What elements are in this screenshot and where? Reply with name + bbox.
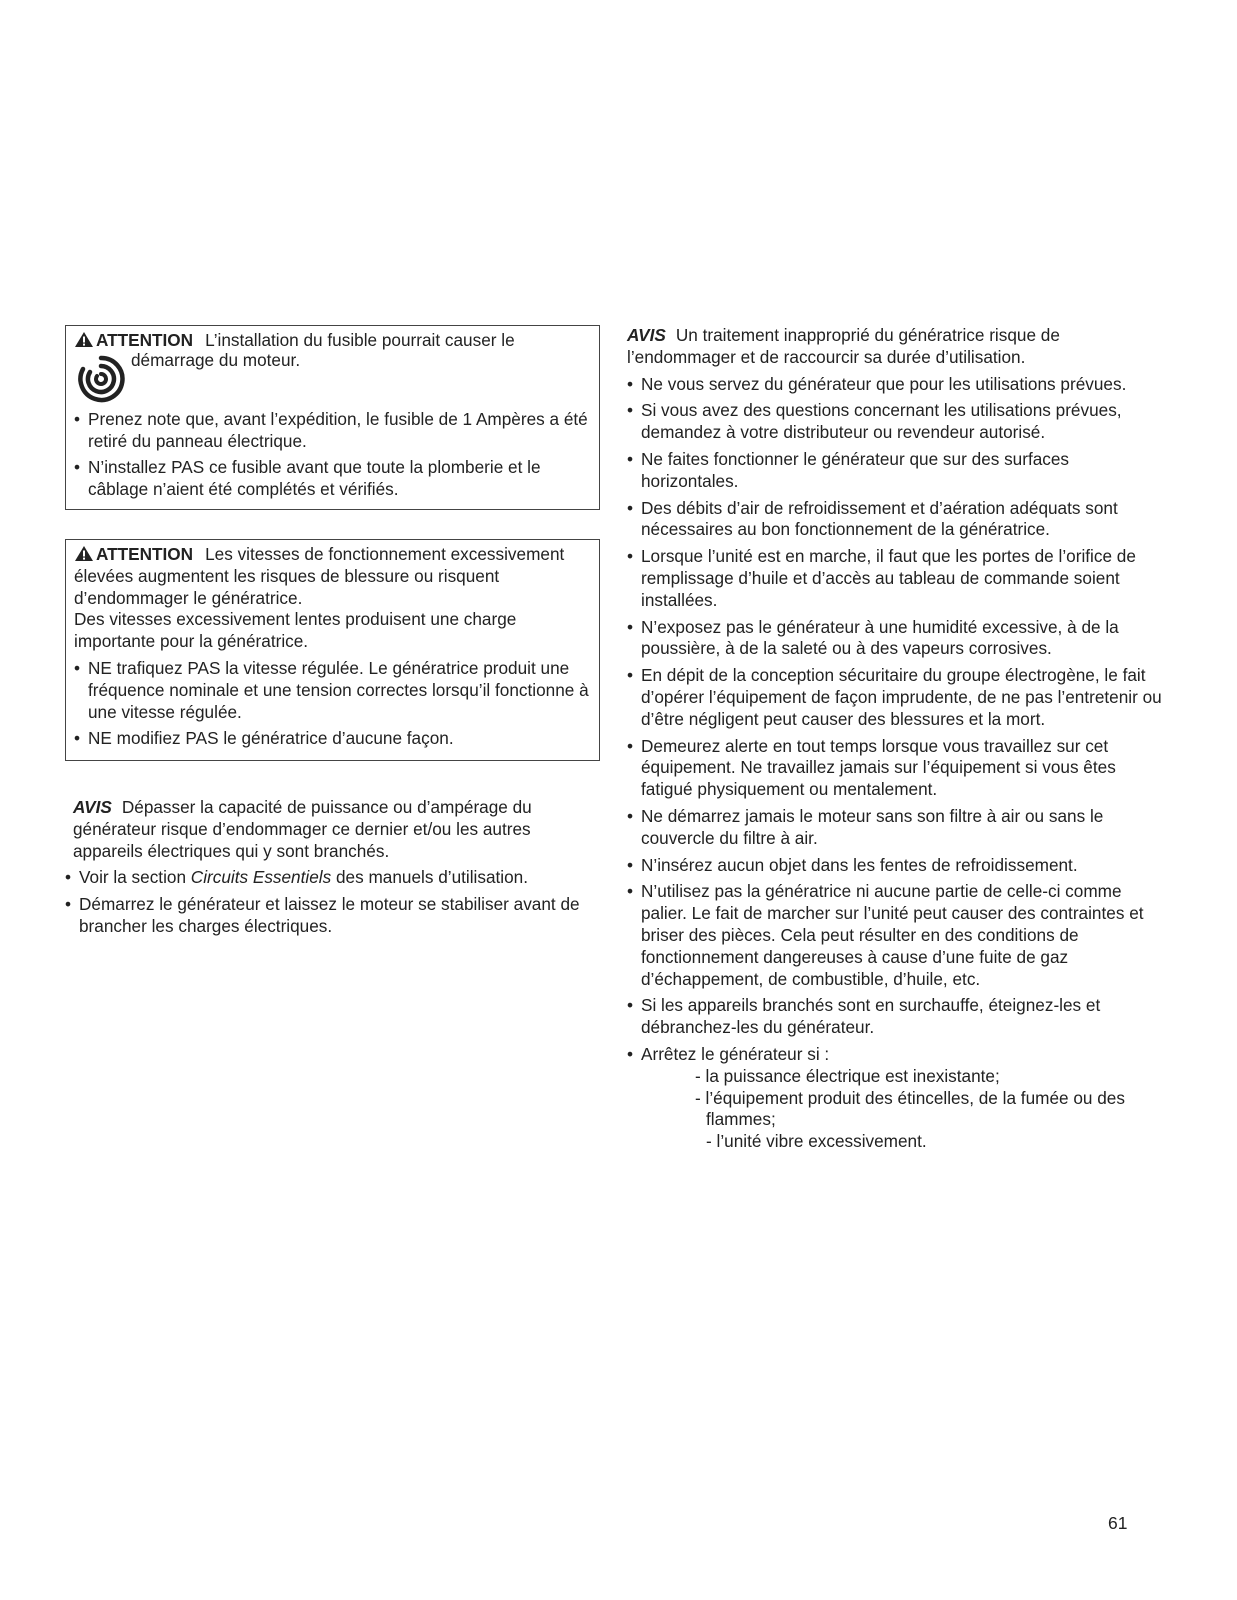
notice-overload — [65, 797, 600, 938]
notice-handling — [627, 325, 1162, 1153]
list-item: • Demeurez alerte en tout temps lorsque vous travaillez sur cet équipement. Ne travaillez jamais sur l’équipement si vous êtes fatigué physiquement ou mentalement. — [627, 736, 1162, 801]
caution-heading — [74, 330, 595, 352]
notice-lead-text: Un traitement inapproprié du génératrice risque de l’endommager et de raccourcir sa durée d’utilisation. — [627, 325, 1060, 367]
list-item: • NE modifiez PAS le génératrice d’aucune façon. — [74, 728, 595, 750]
list-item-stop — [627, 1044, 1162, 1153]
section-reference: Circuits Essentiels — [190, 867, 332, 888]
list-item: • Démarrez le générateur et laissez le moteur se stabiliser avant de brancher les charges électriques. — [65, 894, 600, 938]
list-item: • N’insérez aucun objet dans les fentes de refroidissement. — [627, 855, 1162, 877]
warning-triangle-icon — [74, 331, 94, 348]
notice-list — [65, 867, 600, 937]
auto-start-icon — [74, 352, 128, 406]
right-column — [627, 325, 1162, 1153]
notice-keyword: AVIS — [73, 797, 112, 817]
caution-lead — [74, 544, 595, 609]
stop-condition: - la puissance électrique est inexistante; — [695, 1065, 1000, 1086]
list-item: • Ne démarrez jamais le moteur sans son filtre à air ou sans le couvercle du filtre à air. — [627, 806, 1162, 850]
notice-lead — [627, 325, 1162, 369]
caution-lead-text: Les vitesses de fonctionnement excessivement élevées augmentent les risques de blessure ou risquent d’endommager le génératrice. — [74, 544, 565, 608]
caution-box-fuse — [65, 325, 600, 510]
list-item: • N’installez PAS ce fusible avant que toute la plomberie et le câblage n’aient été complétés et vérifiés. — [74, 457, 595, 501]
list-item: • N’utilisez pas la génératrice ni aucune partie de celle-ci comme palier. Le fait de marcher sur l’unité peut causer des contraintes et briser des pièces. Cela peut résulter en des conditions de fonctionnement dangereuses à cause d’une fuite de gaz d’échappement, de combustible, d’huile, etc. — [627, 881, 1162, 990]
list-item: • Ne vous servez du générateur que pour les utilisations prévues. — [627, 374, 1162, 396]
caution-lead-line1: L’installation du fusible pourrait causer le — [205, 330, 515, 350]
list-item: • Ne faites fonctionner le générateur que sur des surfaces horizontales. — [627, 449, 1162, 493]
list-item: • N’exposez pas le générateur à une humidité excessive, à de la poussière, à de la saleté ou à des vapeurs corrosives. — [627, 617, 1162, 661]
notice-list — [627, 374, 1162, 1153]
notice-keyword: AVIS — [627, 325, 666, 345]
notice-lead-text: Dépasser la capacité de puissance ou d’ampérage du générateur risque d’endommager ce dernier et/ou les autres appareils électriques qui y sont branchés. — [73, 797, 532, 861]
warning-triangle-icon — [74, 545, 94, 562]
page-number: 61 — [1108, 1513, 1128, 1533]
stop-conditions-lead: Arrêtez le générateur si : — [641, 1043, 830, 1064]
caution-list — [74, 409, 595, 501]
list-item: • En dépit de la conception sécuritaire du groupe électrogène, le fait d’opérer l’équipement de façon imprudente, de ne pas l’entretenir ou d’être négligent peut causer des blessures et la mort. — [627, 665, 1162, 730]
caution-keyword: ATTENTION — [96, 544, 194, 564]
list-item: • Lorsque l’unité est en marche, il faut que les portes de l’orifice de remplissage d’huile et d’accès au tableau de commande soient installées. — [627, 546, 1162, 611]
caution-list — [74, 658, 595, 750]
list-item: • Si les appareils branchés sont en surchauffe, éteignez-les et débranchez-les du générateur. — [627, 995, 1162, 1039]
list-item: • Des débits d’air de refroidissement et d’aération adéquats sont nécessaires au bon fonctionnement de la génératrice. — [627, 498, 1162, 542]
stop-condition: - l’unité vibre excessivement. — [706, 1131, 927, 1152]
left-column — [65, 325, 600, 938]
list-item: • Si vous avez des questions concernant les utilisations prévues, demandez à votre distributeur ou revendeur autorisé. — [627, 400, 1162, 444]
notice-lead — [73, 797, 600, 862]
list-item — [65, 867, 600, 889]
caution-lead-2: Des vitesses excessivement lentes produisent une charge importante pour la génératrice. — [74, 609, 517, 652]
stop-condition: - l’équipement produit des étincelles, de la fumée ou des — [695, 1087, 1125, 1108]
list-item-text: des manuels d’utilisation. — [331, 867, 528, 888]
stop-condition: flammes; — [706, 1109, 776, 1130]
list-item: • NE trafiquez PAS la vitesse régulée. Le génératrice produit une fréquence nominale et une tension correctes lorsqu’il fonctionne à une vitesse régulée. — [74, 658, 595, 723]
caution-keyword: ATTENTION — [96, 330, 194, 350]
list-item-text: Voir la section — [79, 867, 191, 888]
caution-lead-line2: démarrage du moteur. — [131, 349, 301, 370]
list-item: • Prenez note que, avant l’expédition, le fusible de 1 Ampères a été retiré du panneau électrique. — [74, 409, 595, 453]
caution-box-speed — [65, 539, 600, 761]
